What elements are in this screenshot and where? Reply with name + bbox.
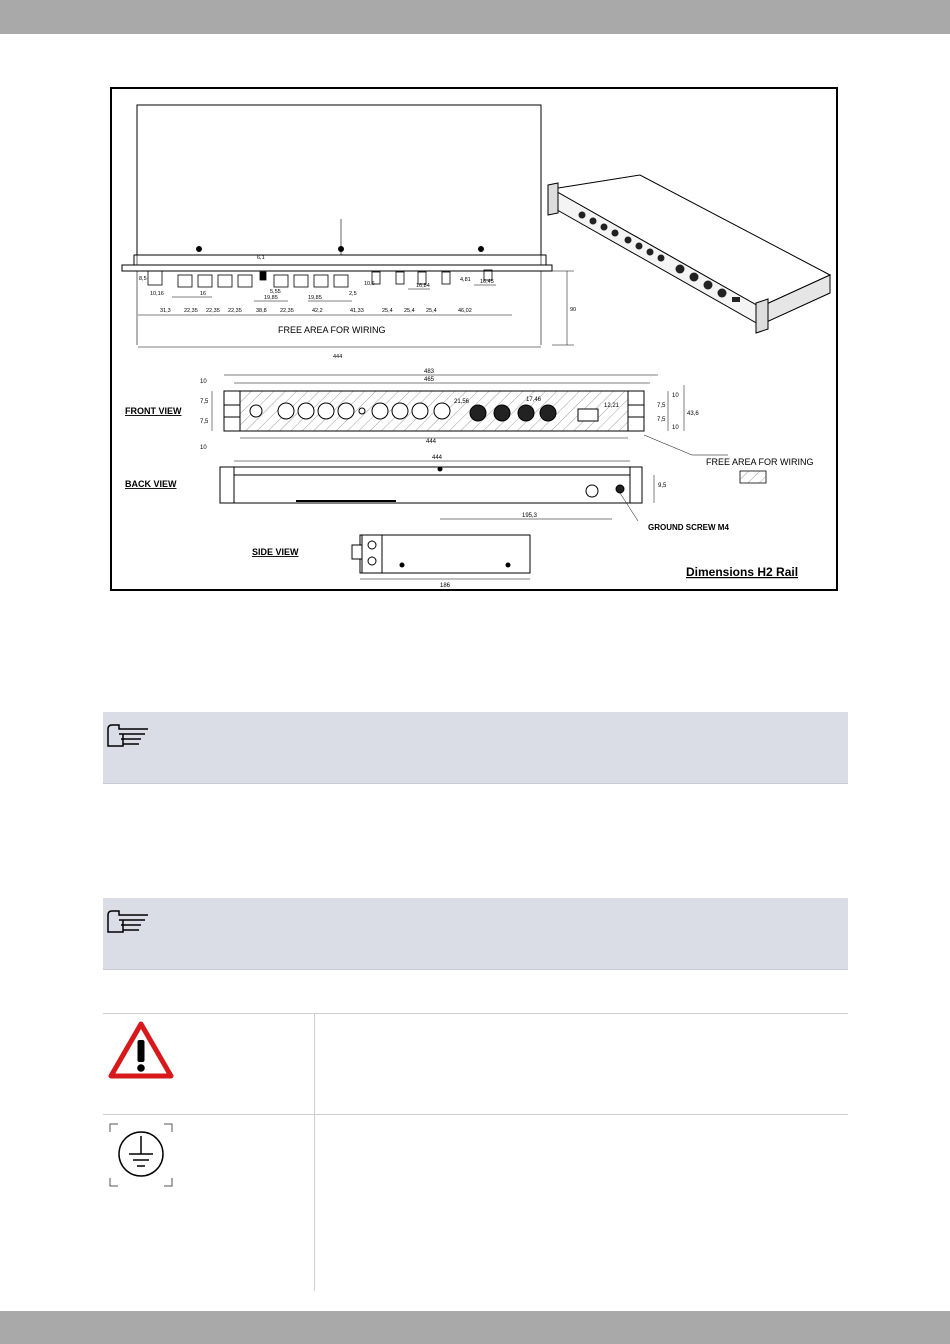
front-dim-right: 10 <box>672 393 679 399</box>
top-dim: 22,35 <box>206 308 220 314</box>
top-dim: 25,4 <box>426 308 437 314</box>
top-dim: 42,2 <box>312 308 323 314</box>
front-dim-outer: 483 <box>424 369 435 375</box>
front-free-area-label: FREE AREA FOR WIRING <box>706 457 814 467</box>
front-dim-misc: 21,56 <box>454 399 470 405</box>
top-depth: 90 <box>570 307 577 313</box>
table-column-divider <box>314 1013 315 1291</box>
back-view-title: BACK VIEW <box>125 479 177 489</box>
isometric-view-drawing <box>548 175 830 333</box>
note-box <box>103 712 848 784</box>
back-dim-width: 444 <box>432 455 443 461</box>
side-view-labels <box>252 547 451 589</box>
side-view-drawing <box>352 535 530 579</box>
front-dim-left: 10 <box>200 445 207 451</box>
page-header-bar <box>0 0 950 34</box>
top-dim: 4,81 <box>460 277 471 283</box>
top-dim: 22,35 <box>228 308 242 314</box>
pointing-hand-icon <box>105 722 151 750</box>
top-free-area-label: FREE AREA FOR WIRING <box>278 325 386 335</box>
warning-row <box>103 1013 848 1114</box>
back-view-drawing <box>220 461 654 521</box>
top-dim: 19,85 <box>308 295 322 301</box>
note-box <box>103 898 848 970</box>
top-dim: 22,35 <box>184 308 198 314</box>
front-view-title: FRONT VIEW <box>125 406 182 416</box>
top-dim: 41,33 <box>350 308 364 314</box>
top-dim: 16,84 <box>416 283 430 289</box>
front-dim-mid: 465 <box>424 377 435 383</box>
top-dim: 25,4 <box>404 308 415 314</box>
top-dim: 19,85 <box>264 295 278 301</box>
front-dim-right: 10 <box>672 425 679 431</box>
top-dim: 6,1 <box>257 255 265 261</box>
top-dim: 10,6 <box>364 281 375 287</box>
front-dim-left: 10 <box>200 379 207 385</box>
top-dim: 16,45 <box>480 279 494 285</box>
free-area-legend-swatch <box>740 471 766 483</box>
top-dim: 5,55 <box>270 289 281 295</box>
front-dim-right: 7,5 <box>657 417 666 423</box>
ground-screw-label: GROUND SCREW M4 <box>648 523 729 532</box>
figure-caption: Dimensions H2 Rail <box>686 565 799 579</box>
ground-row <box>103 1114 848 1293</box>
back-dim-offset: 195,3 <box>522 513 538 519</box>
top-dim: 16 <box>200 291 207 297</box>
top-dim: 10,16 <box>150 291 164 297</box>
top-dim: 22,35 <box>280 308 294 314</box>
top-dim: 31,3 <box>160 308 171 314</box>
top-dim: 38,8 <box>256 308 267 314</box>
top-dim: 46,02 <box>458 308 472 314</box>
back-dim-height: 9,5 <box>658 483 667 489</box>
top-dim: 8,5 <box>139 276 147 282</box>
top-dim: 25,4 <box>382 308 393 314</box>
pointing-hand-icon <box>105 908 151 936</box>
warning-triangle-icon <box>108 1020 174 1080</box>
front-dim-misc: 17,46 <box>526 397 542 403</box>
top-dim: 2,5 <box>349 291 357 297</box>
front-dim-left: 7,5 <box>200 399 209 405</box>
front-dim-misc: 12,21 <box>604 403 620 409</box>
front-view-drawing <box>212 375 728 455</box>
top-total-width: 444 <box>333 354 343 360</box>
front-dim-right: 7,5 <box>657 403 666 409</box>
front-dim-inner: 444 <box>426 439 437 445</box>
side-view-title: SIDE VIEW <box>252 547 299 557</box>
page-footer-bar <box>0 1311 950 1344</box>
dimensions-drawing <box>112 89 836 589</box>
side-dim-depth: 186 <box>440 583 451 589</box>
protective-earth-icon <box>108 1122 174 1188</box>
dimensions-figure <box>110 87 838 591</box>
front-dim-right: 43,6 <box>687 411 699 417</box>
front-dim-left: 7,5 <box>200 419 209 425</box>
